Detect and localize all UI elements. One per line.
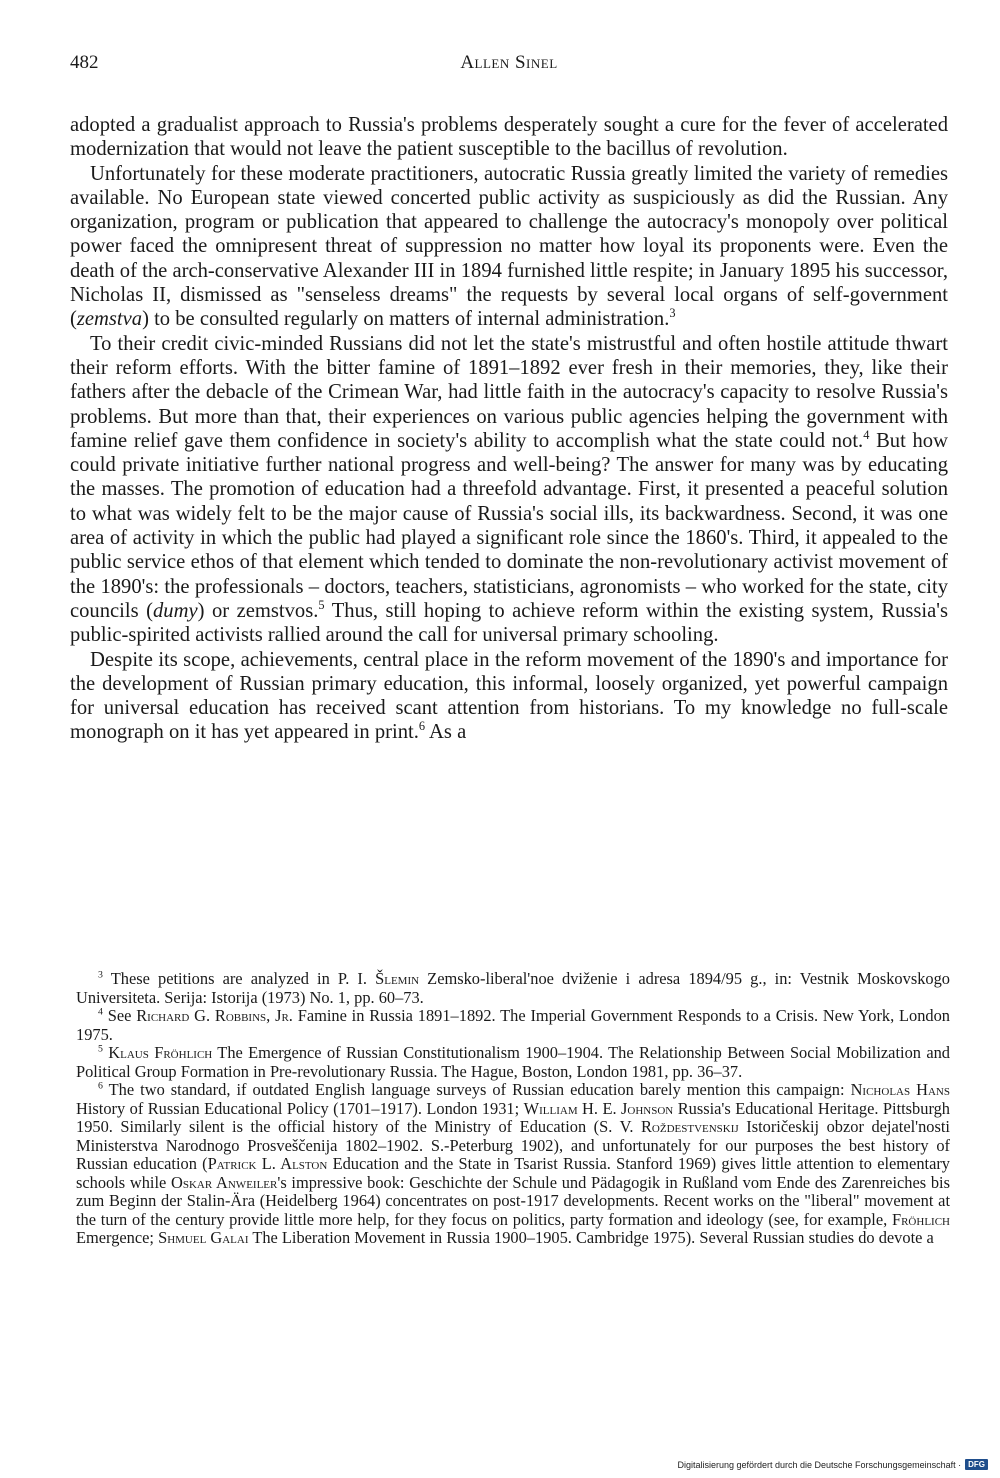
page-header: [70, 52, 948, 82]
footnote-3: $^3$ These petitions are analyzed in P. I. Šlemin Zemsko-liberal'noe dviženie i adresa 1894/95 g., in: Vestnik Moskovskogo Universiteta. Serija: Istorija (1973) No. 1, pp. 60–73.: [76, 969, 950, 1007]
footnote-6: $^6$ The two standard, if outdated English language surveys of Russian education barely mention this campaign: Nicholas Hans History of Russian Educational Policy (1701–1917). London 1931; William H. E. Johnson Russia's Educational Heritage. Pittsburgh 1950. Similarly silent is the official history of the Ministry of Education (S. V. Roždestvenskij Istoričeskij obzor dejatel'nosti Ministerstva Narodnogo Prosveščenija 1802–1902. S.-Peterburg 1902), and unfortunately for our purposes the best history of Russian education (Patrick L. Alston Education and the State in Tsarist Russia. Stanford 1969) gives little attention to elementary schools while Oskar Anweiler's impressive book: Geschichte der Schule und Pädagogik in Rußland vom Ende des Zarenreiches bis zum Beginn der Stalin-Ära (Heidelberg 1964) concentrates on post-1917 developments. Recent works on the "liberal" movement at the turn of the century provide little more help, for they focus on politics, party formation and ideology (see, for example, Fröhlich Emergence; Shmuel Galai The Liberation Movement in Russia 1900–1905. Cambridge 1975). Several Russian studies do devote a: [76, 1080, 950, 1247]
paragraph-1: adopted a gradualist approach to Russia's problems desperately sought a cure for the fever of accelerated modernization that would not leave the patient susceptible to the bacillus of revolution.: [70, 114, 948, 161]
paragraph-3: To their credit civic-minded Russians did not let the state's mistrustful and often hostile attitude thwart their reform efforts. With the bitter famine of 1891–1892 ever fresh in their memories, they, like their fathers after the debacle of the Crimean War, had little faith in the autocracy's capacity to resolve Russia's problems. But more than that, their experiences on various public agencies helping the government with famine relief gave them confidence in society's ability to accomplish what the state could not.$^4$ But how could private initiative further national progress and well-being? The answer for many was by educating the masses. The promotion of education had a threefold advantage. First, it presented a peaceful solution to what was widely felt to be the major cause of Russia's social ills, its backwardness. Second, it was one area of activity in which the public had played a significant role since the 1860's. Third, it appealed to the public service ethos of that element which tended to dominate the non-revolutionary activist movement of the 1890's: the professionals – doctors, teachers, statisticians, agronomists – who worked for the state, city councils (dumy) or zemstvos.$^5$ Thus, still hoping to achieve reform within the existing system, Russia's public-spirited activists rallied around the call for universal primary schooling.: [70, 332, 948, 647]
body-text: [70, 113, 948, 745]
term-zemstva: zemstva: [76, 308, 143, 331]
footnote-ref-3: 3: [669, 306, 676, 321]
footnote-ref-5: 5: [318, 597, 325, 612]
footer-text: Digitalisierung gefördert durch die Deutsche Forschungsgemeinschaft ·: [677, 1459, 962, 1470]
running-head: Allen Sinel: [460, 52, 558, 73]
footnote-5: $^5$ Klaus Fröhlich The Emergence of Russian Constitutionalism 1900–1904. The Relationship Between Social Mobilization and Political Group Formation in Pre-revolutionary Russia. The Hague, Boston, London 1981, pp. 36–37.: [76, 1043, 950, 1081]
term-dumy: dumy: [152, 599, 198, 622]
page-number: 482: [70, 52, 99, 73]
footnotes: [76, 970, 950, 1248]
dfg-footer: [677, 1459, 988, 1470]
footnote-4: $^4$ See Richard G. Robbins, Jr. Famine in Russia 1891–1892. The Imperial Government Responds to a Crisis. New York, London 1975.: [76, 1006, 950, 1044]
paragraph-4: Despite its scope, achievements, central place in the reform movement of the 1890's and importance for the development of Russian primary education, this informal, loosely organized, yet powerful campaign for universal education has received scant attention from historians. To my knowledge no full-scale monograph on it has yet appeared in print.$^6$ As a: [70, 648, 948, 744]
paragraph-2: Unfortunately for these moderate practitioners, autocratic Russia greatly limited the variety of remedies available. No European state viewed concerted public activity as suspiciously as did the Russian. Any organization, program or publication that appeared to challenge the autocracy's monopoly over political power faced the omnipresent threat of suppression no matter how loyal its proponents were. Even the death of the arch-conservative Alexander III in 1894 furnished little respite; in January 1895 his successor, Nicholas II, dismissed as "senseless dreams" the requests by several local organs of self-government (zemstva) to be consulted regularly on matters of internal administration.$^3$: [70, 162, 948, 331]
dfg-logo-icon: DFG: [965, 1459, 988, 1470]
footnote-ref-6: 6: [418, 719, 426, 734]
footnote-ref-4: 4: [863, 427, 870, 442]
